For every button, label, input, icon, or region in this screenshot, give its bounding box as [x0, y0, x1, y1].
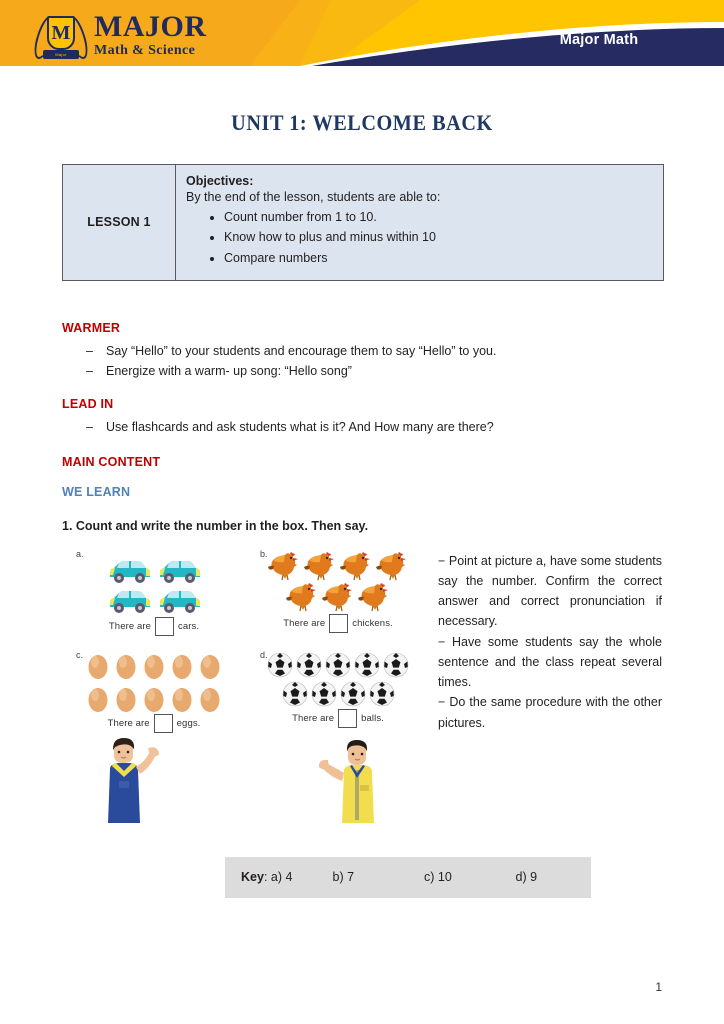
brand-text	[94, 12, 206, 58]
list-item: – Energize with a warm- up song: “Hello song”	[62, 361, 662, 381]
page-header	[0, 0, 724, 72]
ball-icon	[296, 652, 322, 678]
teacher-notes	[438, 547, 662, 823]
egg-icon	[143, 652, 165, 679]
page-body	[0, 110, 724, 898]
list-item: • Count number from 1 to 10.	[224, 207, 653, 227]
logo-ribbon: Major	[43, 50, 79, 59]
answer-key-bar	[225, 857, 591, 898]
picture-row	[62, 648, 430, 737]
egg-icon	[115, 685, 137, 712]
lesson-objectives-table	[62, 164, 664, 281]
sentence-text-after: cars.	[178, 620, 200, 632]
car-icon	[156, 559, 202, 585]
car-icon-group	[94, 559, 214, 615]
activity-instruction: 1. Count and write the number in the box. Then say.	[62, 518, 369, 533]
answer-box-b[interactable]	[329, 614, 348, 633]
sentence-d	[246, 709, 430, 728]
warmer-list	[62, 341, 662, 382]
list-item: – Use flashcards and ask students what is it? And How many are there?	[62, 417, 662, 437]
section-heading-main-content: MAIN CONTENT	[62, 454, 161, 469]
page-title: UNIT 1: WELCOME BACK	[231, 110, 493, 135]
chicken-icon	[285, 582, 319, 612]
brand-name: MAJOR	[94, 10, 207, 43]
answer-box-c[interactable]	[154, 714, 173, 733]
ball-icon	[369, 681, 395, 707]
ball-icon	[354, 652, 380, 678]
picture-row	[62, 547, 430, 640]
chicken-icon	[375, 551, 409, 581]
answer-box-d[interactable]	[338, 709, 357, 728]
answer-key-c: c) 10	[424, 870, 452, 884]
egg-icon	[143, 685, 165, 712]
activity-pictures	[62, 547, 430, 823]
item-letter-a: a.	[76, 548, 84, 559]
car-icon	[106, 559, 152, 585]
sentence-text-after: balls.	[361, 712, 384, 724]
objectives-title: Objectives:	[186, 174, 254, 188]
page-number: 1	[655, 980, 662, 994]
car-icon	[156, 589, 202, 615]
objectives-list	[186, 207, 653, 268]
chicken-icon	[321, 582, 355, 612]
activity-area	[62, 547, 662, 823]
egg-icon-group	[79, 652, 229, 712]
egg-icon	[115, 652, 137, 679]
activity-item-c	[62, 648, 246, 737]
logo-letter: M	[51, 22, 71, 44]
item-letter-c: c.	[76, 649, 84, 660]
sentence-text-after: eggs.	[176, 717, 201, 729]
egg-icon	[171, 652, 193, 679]
ball-icon	[267, 652, 293, 678]
list-item: • Know how to plus and minus within 10	[224, 227, 653, 247]
student-boy-photo	[318, 737, 390, 823]
sentence-text-before: There are	[108, 620, 151, 632]
ball-icon	[282, 681, 308, 707]
ball-icon	[340, 681, 366, 707]
sentence-text-after: chickens.	[352, 617, 393, 629]
shield-icon	[47, 16, 75, 50]
sentence-text-before: There are	[107, 717, 150, 729]
teacher-note: − Have some students say the whole sentence and the class repeat several times.	[438, 634, 662, 689]
sentence-c	[62, 714, 246, 733]
answer-key-b: b) 7	[332, 870, 355, 884]
answer-key-label: Key	[241, 870, 264, 884]
answer-key-a: a) 4	[270, 870, 293, 884]
ball-icon-group	[260, 649, 415, 707]
teacher-note: − Point at picture a, have some students say the number. Confirm the correct answer and correct pronunciation if necessary.	[438, 553, 662, 629]
objectives-lead: By the end of the lesson, students are able to:	[186, 190, 441, 204]
sentence-b	[246, 614, 430, 633]
egg-icon	[87, 652, 109, 679]
section-heading-we-learn: WE LEARN	[62, 484, 131, 499]
egg-icon	[87, 685, 109, 712]
brand-tagline: Math & Science	[94, 43, 196, 58]
answer-key-first	[225, 870, 317, 884]
chicken-icon	[339, 551, 373, 581]
egg-icon	[199, 652, 221, 679]
list-item: – Say “Hello” to your students and encourage them to say “Hello” to you.	[62, 341, 662, 361]
chicken-icon	[303, 551, 337, 581]
ball-icon	[311, 681, 337, 707]
egg-icon	[171, 685, 193, 712]
egg-icon	[199, 685, 221, 712]
chicken-icon	[357, 582, 391, 612]
lesson-label-cell: LESSON 1	[63, 165, 176, 281]
list-item: • Compare numbers	[224, 248, 653, 268]
item-letter-b: b.	[260, 548, 268, 559]
answer-key-separator: :	[263, 870, 268, 884]
activity-item-a	[62, 547, 246, 640]
teacher-note: − Do the same procedure with the other pictures.	[438, 695, 662, 730]
crest-icon	[36, 10, 86, 60]
sentence-text-before: There are	[283, 617, 326, 629]
sentence-a	[62, 617, 246, 636]
sentence-text-before: There are	[292, 712, 335, 724]
answer-box-a[interactable]	[155, 617, 174, 636]
section-heading-lead-in: LEAD IN	[62, 397, 114, 412]
chicken-icon-group	[264, 551, 412, 612]
brand-logo	[36, 10, 206, 60]
student-girl-photo	[88, 737, 160, 823]
banner-subject-label: Major Math	[559, 32, 639, 48]
item-letter-d: d.	[260, 649, 268, 660]
activity-item-b	[246, 547, 430, 640]
car-icon	[106, 589, 152, 615]
chicken-icon	[267, 551, 301, 581]
lead-in-list	[62, 417, 662, 437]
student-photos	[62, 737, 430, 823]
activity-item-d	[246, 648, 430, 737]
answer-key-d: d) 9	[515, 870, 538, 884]
table-row	[63, 165, 664, 281]
objectives-cell	[176, 165, 664, 281]
ball-icon	[383, 652, 409, 678]
section-heading-warmer: WARMER	[62, 320, 121, 335]
ball-icon	[325, 652, 351, 678]
